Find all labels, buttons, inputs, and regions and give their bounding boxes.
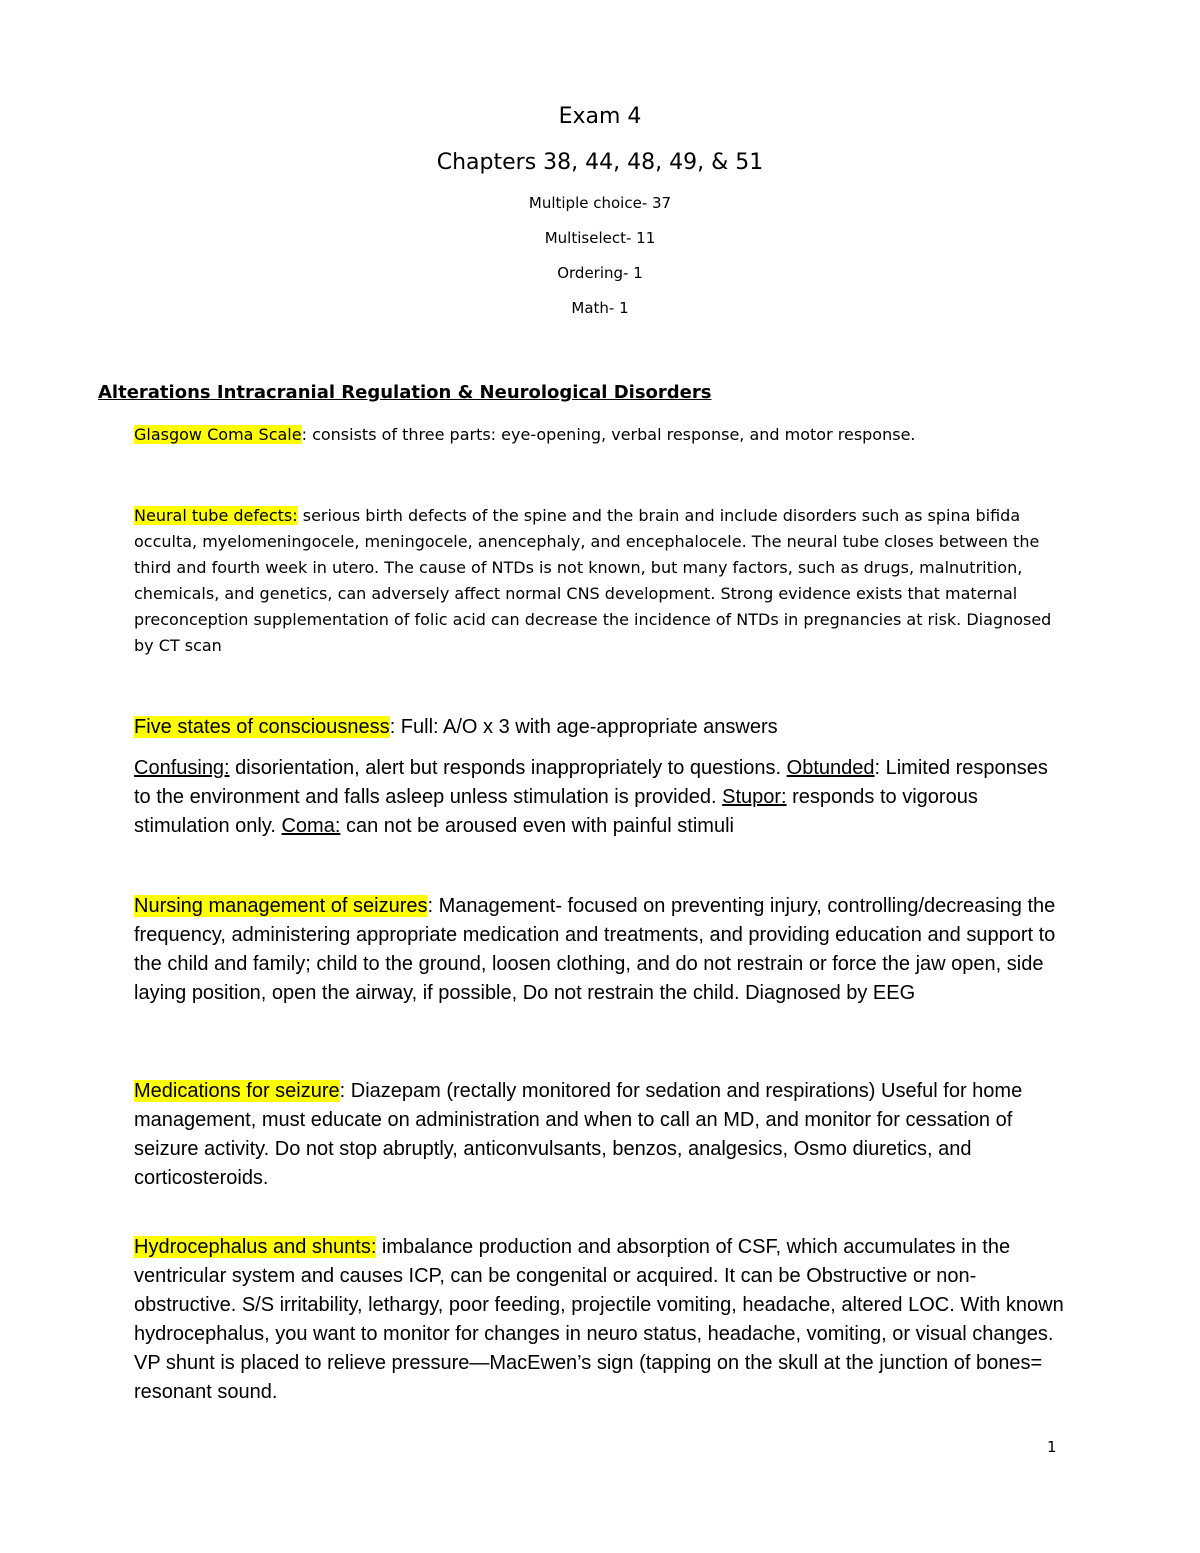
- paragraph-seizure-management: [134, 892, 1064, 1008]
- page-number: 1: [1047, 1438, 1057, 1456]
- chapters-line: Chapters 38, 44, 48, 49, & 51: [436, 150, 764, 175]
- count-multiple-choice: Multiple choice- 37: [528, 194, 672, 212]
- count-ordering: Ordering- 1: [557, 264, 643, 282]
- underlined-term-stupor: Stupor:: [722, 786, 787, 808]
- paragraph-consciousness-levels: [134, 754, 1064, 841]
- count-multiselect: Multiselect- 11: [544, 229, 656, 247]
- highlighted-term: Hydrocephalus and shunts:: [134, 1236, 377, 1258]
- document-title: Exam 4: [558, 104, 642, 129]
- count-math: Math- 1: [571, 299, 629, 317]
- paragraph-text: : Management- focused on preventing injury, controlling/decreasing the frequency, administering appropriate medication and treatments, and providing education and support to the child and family; child to the ground, loosen clothing, and do not restrain or force the jaw open, side laying position, open the airway, if possible, Do not restrain the child. Diagnosed by EEG: [134, 895, 1056, 1004]
- highlighted-term: Neural tube defects:: [134, 506, 298, 525]
- highlighted-term: Glasgow Coma Scale: [134, 425, 302, 444]
- underlined-term-coma: Coma:: [281, 815, 341, 837]
- paragraph-text: : Full: A/O x 3 with age-appropriate answers: [389, 716, 778, 738]
- paragraph-text: : Diazepam (rectally monitored for sedation and respirations) Useful for home management, must educate on administration and when to call an MD, and monitor for cessation of seizure activity. Do not stop abruptly, anticonvulsants, benzos, analgesics, Osmo diuretics, and corticosteroids.: [134, 1080, 1023, 1189]
- paragraph-neural-tube-defects: [134, 503, 1064, 659]
- paragraph-hydrocephalus: [134, 1233, 1064, 1407]
- section-heading: Alterations Intracranial Regulation & Neurological Disorders: [98, 382, 712, 403]
- underlined-term-obtunded: Obtunded: [786, 757, 875, 779]
- paragraph-five-states: [134, 713, 1064, 742]
- highlighted-term: Medications for seizure: [134, 1080, 340, 1102]
- paragraph-text: imbalance production and absorption of CSF, which accumulates in the ventricular system and causes ICP, can be congenital or acquired. It can be Obstructive or non-obstructive. S/S irritability, lethargy, poor feeding, projectile vomiting, headache, altered LOC. With known hydrocephalus, you want to monitor for changes in neuro status, headache, vomiting, or visual changes. VP shunt is placed to relieve pressure—MacEwen’s sign (tapping on the skull at the junction of bones= resonant sound.: [134, 1236, 1064, 1403]
- paragraph-text: : consists of three parts: eye-opening, verbal response, and motor response.: [301, 425, 916, 444]
- paragraph-text: serious birth defects of the spine and the brain and include disorders such as spina bifida occulta, myelomeningocele, meningocele, anencephaly, and encephalocele. The neural tube closes between the third and fourth week in utero. The cause of NTDs is not known, but many factors, such as drugs, malnutrition, chemicals, and genetics, can adversely affect normal CNS development. Strong evidence exists that maternal preconception supplementation of folic acid can decrease the incidence of NTDs in pregnancies at risk. Diagnosed by CT scan: [134, 506, 1052, 655]
- paragraph-text: can not be aroused even with painful stimuli: [340, 815, 734, 837]
- underlined-term-confusing: Confusing:: [134, 757, 230, 779]
- paragraph-glasgow-coma-scale: [134, 422, 1064, 448]
- paragraph-seizure-medications: [134, 1077, 1064, 1193]
- paragraph-text: : Limited responses to the environment and falls asleep unless stimulation is provided.: [134, 757, 1048, 808]
- paragraph-text: disorientation, alert but responds inappropriately to questions.: [229, 757, 787, 779]
- paragraph-text: responds to vigorous stimulation only.: [134, 786, 978, 837]
- highlighted-term: Five states of consciousness: [134, 716, 390, 738]
- highlighted-term: Nursing management of seizures: [134, 895, 428, 917]
